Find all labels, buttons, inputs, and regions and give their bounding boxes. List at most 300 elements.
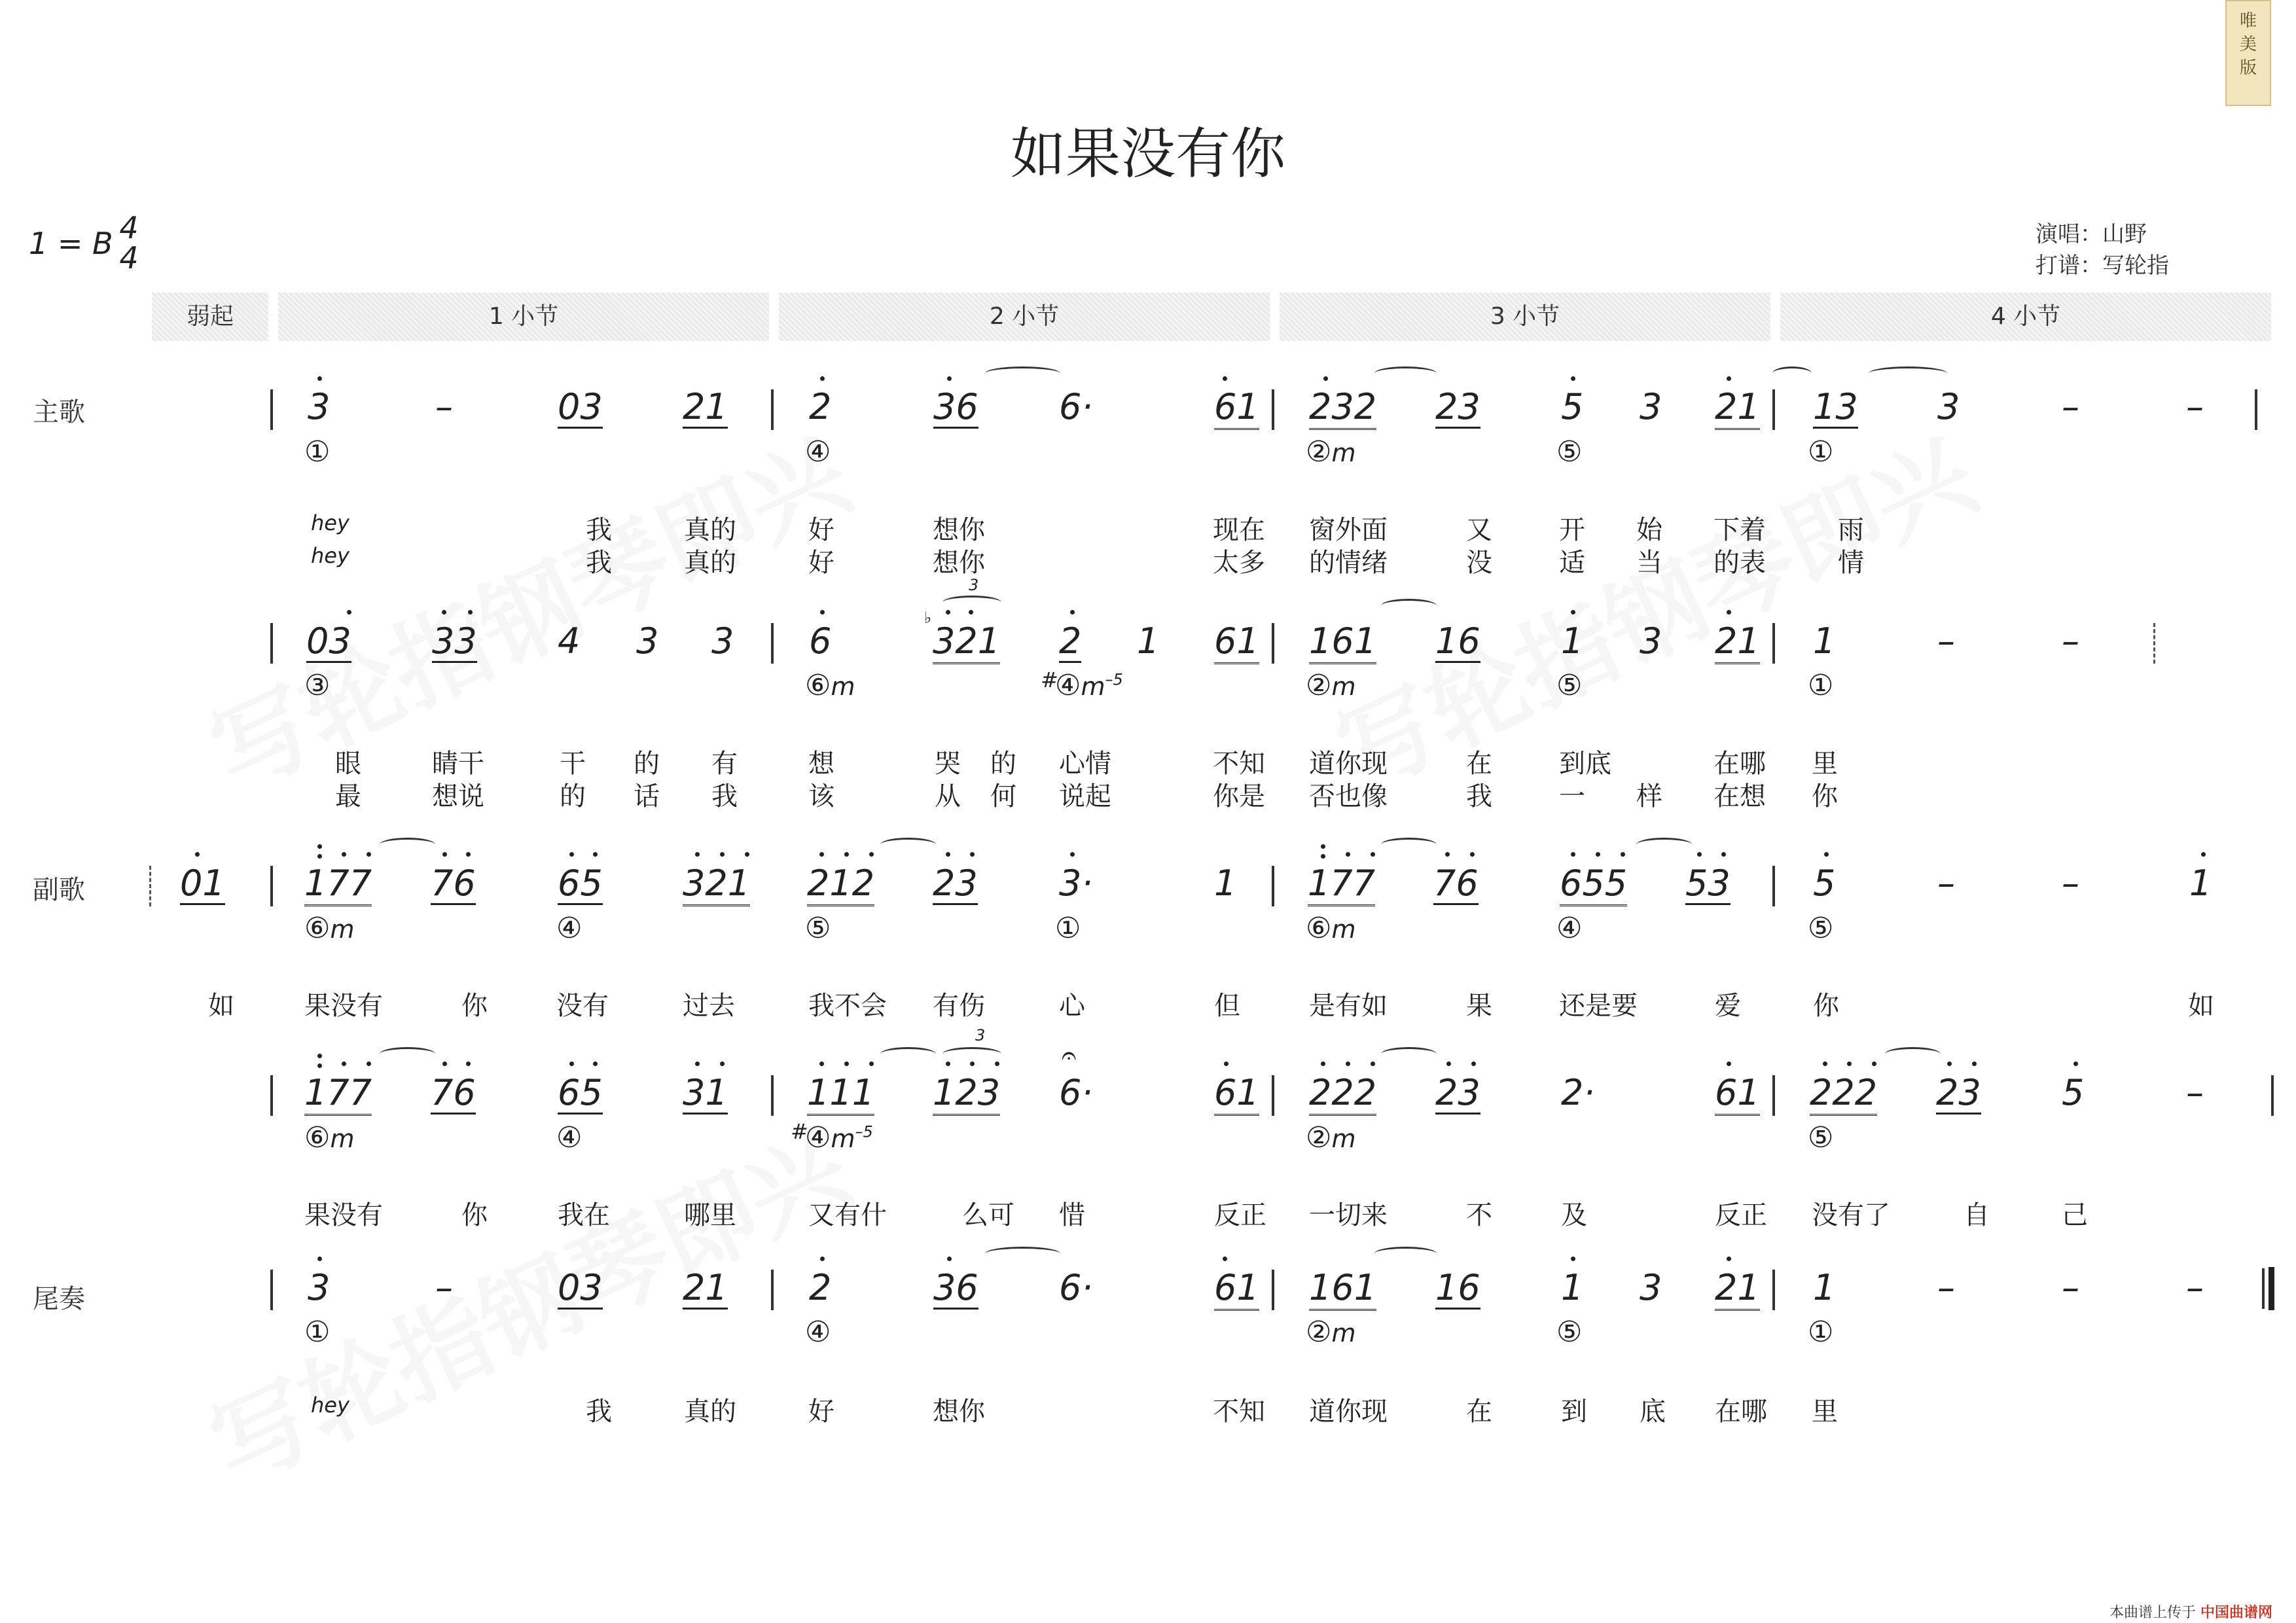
triplet-bracket <box>942 596 1001 609</box>
lyric: 雨 <box>1838 515 1864 545</box>
note: 177 <box>304 1073 372 1116</box>
lyric: 何 <box>990 781 1016 812</box>
octave-dot <box>995 1061 999 1066</box>
note: 212 <box>807 864 874 906</box>
octave-dot <box>1847 1061 1852 1066</box>
note: 5 <box>1813 863 1836 904</box>
note: 61 <box>1214 1268 1259 1311</box>
lyric: 在想 <box>1713 781 1766 812</box>
lyric: 太多 <box>1213 548 1265 578</box>
lyric: 想你 <box>933 515 985 545</box>
lyric: 你是 <box>1213 781 1265 812</box>
lyric: 想你 <box>933 1397 985 1427</box>
octave-dot <box>1446 1061 1451 1066</box>
edition-badge-text: 唯 美 版 <box>2239 11 2257 78</box>
finger-number: ⑤ <box>1556 1315 1583 1349</box>
octave-dot <box>820 1257 825 1261</box>
note: – <box>1937 1267 1955 1308</box>
octave-dot <box>1824 852 1829 857</box>
octave-dot <box>466 1061 471 1066</box>
lyric: 但 <box>1214 991 1240 1021</box>
lyric: 在 <box>1466 1397 1492 1427</box>
section-label-outro: 尾奏 <box>33 1284 85 1314</box>
lyric: 果 <box>1466 991 1492 1021</box>
slur <box>380 1047 435 1061</box>
note: 21 <box>1715 387 1760 430</box>
site-link[interactable]: 中国曲谱网 <box>2200 1605 2272 1621</box>
lyric: 想你 <box>933 548 985 578</box>
octave-dot <box>342 852 346 857</box>
finger-number: ① <box>304 435 331 469</box>
note: 232 <box>1309 387 1376 430</box>
octave-dot <box>1323 376 1328 381</box>
barline <box>771 1270 774 1310</box>
lyric: 我在 <box>558 1200 610 1230</box>
note: 13 <box>1813 386 1858 427</box>
slur <box>380 838 435 851</box>
note: 5 <box>1561 386 1584 427</box>
song-title: 如果没有你 <box>1010 122 1285 186</box>
lyric: 哪里 <box>684 1200 736 1230</box>
final-barline-thin <box>2262 1268 2265 1309</box>
arranger-credit: 打谱：写轮指 <box>2036 253 2169 279</box>
octave-dot <box>367 852 371 857</box>
octave-dot <box>1223 1257 1227 1261</box>
lyric: 你 <box>1813 991 1839 1021</box>
note: 16 <box>1435 620 1480 662</box>
lyric: hey <box>311 510 350 535</box>
note: 1 <box>1561 1267 1584 1308</box>
note: 161 <box>1309 1268 1376 1311</box>
lyric: 在哪 <box>1713 749 1766 779</box>
lyric: 真的 <box>684 1397 736 1427</box>
octave-dot <box>946 852 950 857</box>
note: 61 <box>1715 1073 1760 1116</box>
note: 1 <box>1561 620 1584 662</box>
octave-dot <box>1727 1257 1731 1261</box>
note: 222 <box>1810 1073 1877 1116</box>
lyric: 开 <box>1559 515 1585 545</box>
note: 6 <box>809 620 832 662</box>
note: 5 <box>2062 1072 2085 1113</box>
edition-badge <box>2225 0 2271 106</box>
octave-dot <box>844 852 849 857</box>
lyric: 不知 <box>1213 749 1265 779</box>
octave-dot <box>1947 1061 1952 1066</box>
lyric: 道你现 <box>1309 749 1388 779</box>
lyric: hey <box>311 1393 350 1418</box>
note: – <box>2186 1267 2204 1308</box>
barline <box>1772 623 1775 664</box>
note: – <box>435 1267 453 1308</box>
octave-dot <box>1571 376 1575 381</box>
note: 2 <box>809 386 832 427</box>
note: 1 <box>1214 863 1237 904</box>
lyric: 你 <box>1812 781 1838 812</box>
finger-number: ④ <box>556 912 583 945</box>
lyric: 底 <box>1640 1397 1666 1427</box>
finger-number: ⑥m <box>304 912 355 945</box>
octave-dot <box>1224 1061 1229 1066</box>
finger-number: $④m^{-5}$ <box>805 1121 873 1154</box>
header-bar-2: 2 小节 <box>779 293 1270 341</box>
barline-dashed <box>2153 623 2157 664</box>
lyric: 道你现 <box>1309 1397 1388 1427</box>
barline <box>1772 866 1775 906</box>
sharp-sign: # <box>1041 668 1058 692</box>
lyric: 没有了 <box>1812 1200 1890 1230</box>
barline <box>771 623 774 664</box>
finger-number: ① <box>1808 669 1834 702</box>
footer-credit: 本曲谱上传于 中国曲谱网 <box>2109 1605 2272 1621</box>
lyric: 还是要 <box>1559 991 1638 1021</box>
lyric: 不 <box>1466 1200 1492 1230</box>
note: 36 <box>933 1267 978 1308</box>
octave-dot <box>468 610 473 615</box>
lyric: 么可 <box>962 1200 1014 1230</box>
finger-number: ②m <box>1306 1121 1356 1154</box>
finger-number: ④ <box>805 435 831 469</box>
octave-dot <box>442 610 446 615</box>
octave-dot <box>695 1061 700 1066</box>
lyric: 好 <box>808 548 834 578</box>
lyric: 如 <box>2188 991 2214 1021</box>
lyric: 如 <box>208 991 234 1021</box>
note: 3 <box>1640 620 1662 662</box>
lyric: 现在 <box>1213 515 1265 545</box>
octave-dot <box>946 1061 950 1066</box>
note: 21 <box>1715 622 1760 664</box>
barline <box>2255 389 2257 430</box>
octave-dot <box>1321 1061 1325 1066</box>
lyric: hey <box>311 543 350 568</box>
barline <box>1772 1270 1775 1310</box>
lyric: 自 <box>1964 1200 1990 1230</box>
lyric: 睛干 <box>432 749 484 779</box>
finger-number: ⑥m <box>304 1121 355 1154</box>
octave-dot <box>1872 1061 1876 1066</box>
octave-dot <box>947 1257 952 1261</box>
lyric: 当 <box>1636 548 1662 578</box>
octave-dot <box>2073 1061 2078 1066</box>
barline <box>771 1075 774 1116</box>
lyric: 没有 <box>556 991 609 1021</box>
note: 01 <box>180 863 225 904</box>
barline <box>270 1075 273 1116</box>
lyric: 该 <box>808 781 834 812</box>
finger-number: ③ <box>304 669 331 702</box>
note: 3· <box>1059 863 1093 904</box>
note: 03 <box>558 1267 603 1308</box>
octave-dot <box>466 852 471 857</box>
lyric: 爱 <box>1715 991 1741 1021</box>
octave-dot <box>844 1061 849 1066</box>
lyric: 最 <box>335 781 361 812</box>
section-label-chorus: 副歌 <box>33 875 85 905</box>
note: 31 <box>683 1072 728 1113</box>
finger-number: ⑤ <box>1556 435 1583 469</box>
singer-credit: 演唱：山野 <box>2036 221 2147 247</box>
note: 23 <box>1435 1072 1480 1113</box>
octave-dot <box>1727 1061 1731 1066</box>
lyric: 惜 <box>1059 1200 1085 1230</box>
note: 21 <box>1715 1268 1760 1311</box>
finger-number: ① <box>1808 1315 1834 1349</box>
note: 1 <box>1137 620 1160 662</box>
finger-number: ④ <box>1556 912 1583 945</box>
octave-dot <box>1621 852 1625 857</box>
lyric: 我 <box>1466 781 1492 812</box>
octave-dot <box>1346 1061 1350 1066</box>
triplet-mark: 3 <box>969 576 979 594</box>
finger-number: ②m <box>1306 669 1356 702</box>
octave-dot <box>195 852 200 857</box>
slur <box>1374 1247 1437 1260</box>
slur <box>985 366 1060 380</box>
lyric: 样 <box>1636 781 1662 812</box>
octave-dot <box>695 852 700 857</box>
lyric: 我 <box>586 1397 612 1427</box>
note: – <box>2062 620 2079 662</box>
note: 321 <box>933 622 1000 664</box>
note: – <box>2062 863 2079 904</box>
lyric: 及 <box>1561 1200 1587 1230</box>
lyric: 过去 <box>683 991 735 1021</box>
octave-dot <box>969 610 973 615</box>
finger-number: ① <box>1808 435 1834 469</box>
lyric: 的表 <box>1713 548 1766 578</box>
octave-dot <box>593 1061 598 1066</box>
note: 1 <box>1813 1267 1836 1308</box>
watermark <box>186 398 869 817</box>
note: 4 <box>558 620 581 662</box>
note: – <box>2062 386 2079 427</box>
barline <box>270 623 273 664</box>
note: – <box>2186 386 2204 427</box>
lyric: 里 <box>1812 749 1838 779</box>
slur <box>1869 366 1947 380</box>
lyric: 话 <box>634 781 660 812</box>
lyric: 又有什 <box>808 1200 887 1230</box>
header-bar-3: 3 小节 <box>1280 293 1770 341</box>
octave-dot <box>347 610 351 615</box>
finger-number: ① <box>304 1315 331 1349</box>
lyric: 己 <box>2062 1200 2088 1230</box>
lyric: 我不会 <box>808 991 887 1021</box>
octave-dot <box>1823 1061 1827 1066</box>
octave-dot <box>1697 852 1702 857</box>
note: 3 <box>1640 386 1662 427</box>
watermark <box>186 1092 869 1510</box>
note: 61 <box>1214 387 1259 430</box>
barline <box>270 389 273 430</box>
octave-dot <box>1070 610 1075 615</box>
octave-dot <box>1223 376 1227 381</box>
octave-dot <box>970 852 975 857</box>
note: 33 <box>432 620 477 662</box>
note: 123 <box>933 1073 1000 1116</box>
lyric: 我 <box>711 781 738 812</box>
note: – <box>2186 1072 2204 1113</box>
lyric: 窗外面 <box>1309 515 1388 545</box>
octave-dot <box>745 852 749 857</box>
time-signature: 4 4 <box>119 210 139 276</box>
section-label-verse: 主歌 <box>33 397 85 427</box>
octave-dot <box>1445 852 1450 857</box>
note: 65 <box>558 863 603 904</box>
octave-dot <box>946 610 950 615</box>
lyric: 在 <box>1466 749 1492 779</box>
note: 21 <box>683 386 728 427</box>
sharp-sign: # <box>791 1119 808 1144</box>
lyric: 反正 <box>1214 1200 1266 1230</box>
note: 161 <box>1309 622 1376 664</box>
slur <box>1381 838 1437 851</box>
octave-dot <box>819 852 824 857</box>
slur <box>1772 366 1812 380</box>
barline <box>771 389 774 430</box>
octave-dot <box>317 854 322 859</box>
barline <box>1272 866 1274 906</box>
lyric: 干 <box>560 749 586 779</box>
note: 53 <box>1685 863 1731 904</box>
note: 76 <box>431 863 476 904</box>
octave-dot <box>1321 844 1325 849</box>
note: 16 <box>1435 1267 1480 1308</box>
note: 03 <box>306 620 351 662</box>
lyric: 是有如 <box>1309 991 1388 1021</box>
octave-dot <box>1727 610 1731 615</box>
octave-dot <box>1721 852 1726 857</box>
note: 3 <box>636 620 659 662</box>
barline <box>270 1270 273 1310</box>
slur <box>985 1247 1060 1260</box>
octave-dot <box>1972 1061 1977 1066</box>
finger-number: $④m^{-5}$ <box>1055 669 1123 702</box>
note: 23 <box>933 863 978 904</box>
note: – <box>1937 863 1955 904</box>
note: 6· <box>1059 1267 1093 1308</box>
octave-dot <box>869 852 874 857</box>
note: 36 <box>933 386 978 427</box>
barline-dashed <box>149 866 153 906</box>
octave-dot <box>1571 610 1575 615</box>
lyric: 从 <box>935 781 961 812</box>
note: 222 <box>1309 1073 1376 1116</box>
octave-dot <box>820 610 825 615</box>
note: – <box>1937 620 1955 662</box>
header-pickup: 弱起 <box>152 293 268 341</box>
barline <box>2271 1075 2274 1116</box>
lyric: 真的 <box>684 515 736 545</box>
lyric: 在哪 <box>1715 1397 1767 1427</box>
barline <box>1272 389 1274 430</box>
octave-dot <box>947 376 952 381</box>
slur <box>1381 599 1437 613</box>
barline <box>1772 1075 1775 1116</box>
finger-number: ① <box>1055 912 1081 945</box>
slur <box>880 838 936 851</box>
lyric: 的 <box>990 749 1016 779</box>
lyric: 的情绪 <box>1309 548 1388 578</box>
barline <box>1272 1270 1274 1310</box>
lyric: 我 <box>586 515 612 545</box>
barline <box>1772 389 1775 430</box>
note: – <box>2062 1267 2079 1308</box>
note: 76 <box>1433 863 1479 904</box>
lyric: 想 <box>808 749 834 779</box>
note: 3 <box>1640 1267 1662 1308</box>
octave-dot <box>1371 852 1375 857</box>
triplet-bracket <box>942 1047 1001 1061</box>
lyric: 下着 <box>1713 515 1766 545</box>
note: 3 <box>308 386 331 427</box>
octave-dot <box>342 1061 346 1066</box>
lyric: 情 <box>1838 548 1864 578</box>
lyric: 哭 <box>935 749 961 779</box>
barline <box>1272 623 1274 664</box>
note: 76 <box>431 1072 476 1113</box>
lyric: 你 <box>461 1200 488 1230</box>
note: 21 <box>683 1267 728 1308</box>
octave-dot <box>1596 852 1600 857</box>
triplet-mark: 3 <box>975 1026 986 1044</box>
octave-dot <box>1346 852 1350 857</box>
lyric: 心 <box>1059 991 1085 1021</box>
lyric: 反正 <box>1715 1200 1767 1230</box>
note: – <box>435 386 453 427</box>
lyric: 想说 <box>432 781 484 812</box>
note: 23 <box>1936 1072 1981 1113</box>
note: 3 <box>308 1267 331 1308</box>
barline <box>1272 1075 1274 1116</box>
lyric: 的 <box>560 781 586 812</box>
finger-number: ⑥m <box>805 669 855 702</box>
slur <box>1636 838 1692 851</box>
octave-dot <box>970 1061 975 1066</box>
octave-dot <box>1371 1061 1375 1066</box>
note: 61 <box>1214 622 1259 664</box>
lyric: 又 <box>1466 515 1492 545</box>
finger-number: ⑤ <box>1808 1121 1834 1154</box>
finger-number: ②m <box>1306 435 1356 469</box>
note: 1 <box>1813 620 1836 662</box>
note: 111 <box>807 1073 874 1116</box>
note: 321 <box>683 864 750 906</box>
lyric: 里 <box>1812 1397 1838 1427</box>
slur <box>1374 366 1437 380</box>
lyric: 一切来 <box>1309 1200 1388 1230</box>
octave-dot <box>819 1061 824 1066</box>
octave-dot <box>1321 854 1325 859</box>
lyric: 有 <box>711 749 738 779</box>
note: 177 <box>1308 864 1375 906</box>
octave-dot <box>1727 376 1731 381</box>
note: 1 <box>2189 863 2212 904</box>
octave-dot <box>1471 1061 1476 1066</box>
octave-dot <box>1070 852 1075 857</box>
octave-dot <box>317 1257 322 1261</box>
lyric: 的 <box>634 749 660 779</box>
lyric: 说起 <box>1059 781 1111 812</box>
note: 23 <box>1435 386 1480 427</box>
lyric: 我 <box>586 548 612 578</box>
key-signature: 1 = B <box>29 226 113 261</box>
lyric: 果没有 <box>304 1200 383 1230</box>
lyric: 心情 <box>1059 749 1111 779</box>
note: 65 <box>558 1072 603 1113</box>
octave-dot <box>442 1061 447 1066</box>
